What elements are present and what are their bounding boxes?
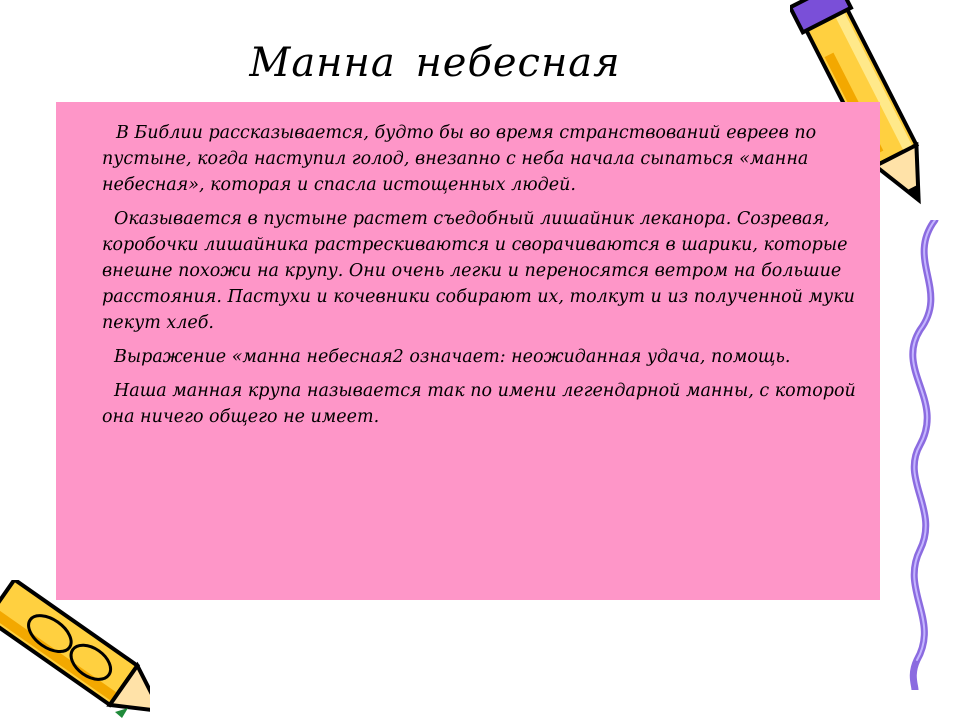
paragraph-bible: В Библии рассказывается, будто бы во время странствований евреев по пустыне, когда наступил голод, внезапно с неба начала сыпаться «манна небесная», которая и спасла истощенных людей.: [102, 123, 817, 195]
pencil-bottom-left-icon: [0, 580, 150, 720]
paragraph-semolina: Наша манная крупа называется так по имени легендарной манны, с которой она ничего общего не имеет.: [102, 381, 856, 427]
paragraph-lichen: Оказывается в пустыне растет съедобный лишайник леканора. Созревая, коробочки лишайника растрескиваются и сворачиваются в шарики, которые внешне похожи на крупу. Они очень легки и переносятся ветром на большие расстояния. Пастухи и кочевники собирают их, толкут и из полученной муки пекут хлеб.: [102, 209, 855, 333]
slide-title: Манна небесная: [249, 40, 621, 86]
paragraph-expression: Выражение «манна небесная2 означает: неожиданная удача, помощь.: [114, 347, 791, 367]
content-panel: [56, 102, 880, 600]
squiggle-right-icon: [895, 220, 955, 690]
